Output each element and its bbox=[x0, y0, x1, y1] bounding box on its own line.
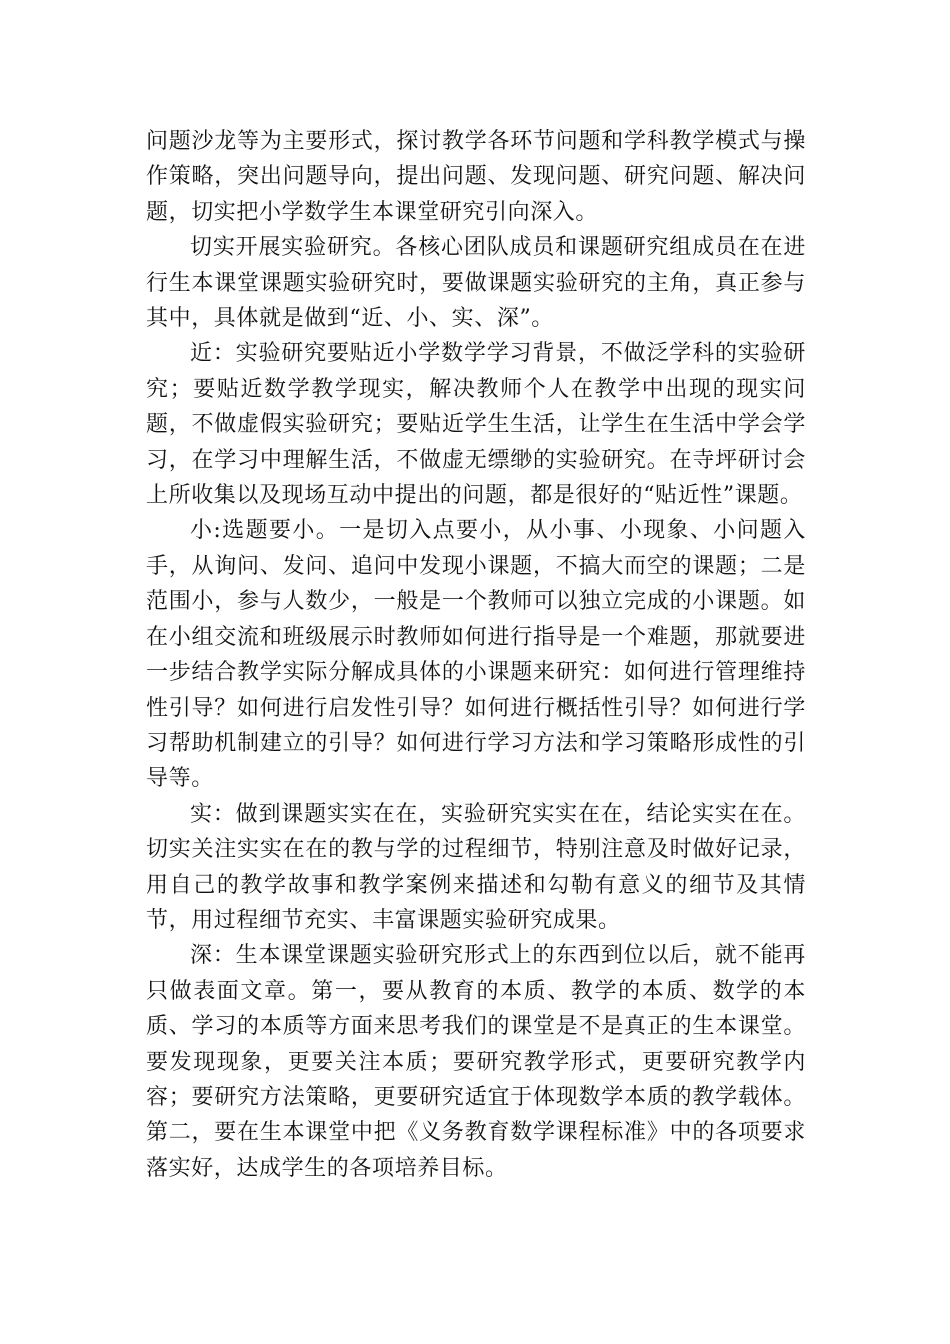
paragraph-shen: 深：生本课堂课题实验研究形式上的东西到位以后，就不能再只做表面文章。第一，要从教育的本质、教学的本质、数学的本质、学习的本质等方面来思考我们的课堂是不是真正的生本课堂。要发现现象，更要关注本质；要研究教学形式，更要研究教学内容；要研究方法策略，更要研究适宜于体现数学本质的教学载体。第二，要在生本课堂中把《义务教育数学课程标准》中的各项要求落实好，达成学生的各项培养目标。 bbox=[146, 943, 806, 1181]
paragraph-experiment-research: 切实开展实验研究。各核心团队成员和课题研究组成员在在进行生本课堂课题实验研究时，要做课题实验研究的主角，真正参与其中，具体就是做到“近、小、实、深”。 bbox=[146, 235, 806, 332]
paragraph-shi: 实：做到课题实实在在，实验研究实实在在，结论实实在在。切实关注实实在在的教与学的过程细节，特别注意及时做好记录，用自己的教学故事和教学案例来描述和勾勒有意义的细节及其情节，用过程细节充实、丰富课题实验研究成果。 bbox=[146, 801, 806, 933]
paragraph-jin: 近：实验研究要贴近小学数学学习背景，不做泛学科的实验研究；要贴近数学教学现实，解决教师个人在教学中出现的现实问题，不做虚假实验研究；要贴近学生生活，让学生在生活中学会学习，在学习中理解生活，不做虚无缥缈的实验研究。在寺坪研讨会上所收集以及现场互动中提出的问题，都是很好的“贴近性”课题。 bbox=[146, 341, 806, 509]
paragraph-xiao: 小:选题要小。一是切入点要小，从小事、小现象、小问题入手，从询问、发问、追问中发现小课题，不搞大而空的课题；二是范围小，参与人数少，一般是一个教师可以独立完成的小课题。如在小组交流和班级展示时教师如何进行指导是一个难题，那就要进一步结合教学实际分解成具体的小课题来研究：如何进行管理维持性引导？如何进行启发性引导？如何进行概括性引导？如何进行学习帮助机制建立的引导？如何进行学习方法和学习策略形成性的引导等。 bbox=[146, 518, 806, 792]
paragraph-continuation: 问题沙龙等为主要形式，探讨教学各环节问题和学科教学模式与操作策略，突出问题导向，提出问题、发现问题、研究问题、解决问题，切实把小学数学生本课堂研究引向深入。 bbox=[146, 129, 806, 225]
document-body bbox=[146, 124, 806, 1186]
